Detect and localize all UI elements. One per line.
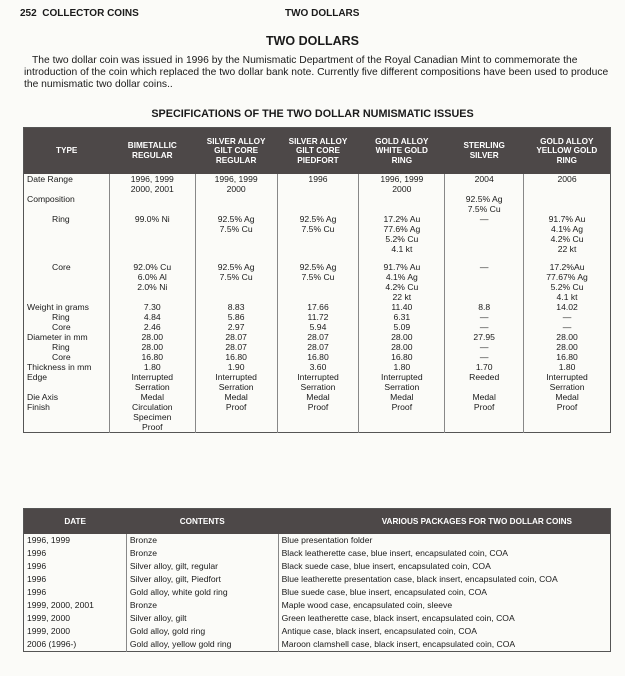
spec-row-label: Edge [27, 371, 48, 382]
spec-cell: 27.95 [445, 332, 524, 342]
spec-spacer-row [24, 254, 611, 262]
packages-header-cell: VARIOUS PACKAGES FOR TWO DOLLAR COINS [278, 509, 610, 534]
packages-cell: 1996 [27, 548, 47, 558]
packages-cell: 1996 [27, 574, 47, 584]
spec-cell: — [445, 352, 524, 362]
packages-cell: 1996, 1999 [27, 535, 71, 545]
spec-cell: — [524, 322, 611, 332]
spec-cell: 5.94 [277, 322, 359, 332]
spec-cell: 1996, 1999 2000, 2001 [109, 174, 195, 194]
spec-row-label: Core [52, 321, 71, 332]
spec-cell: 16.80 [195, 352, 277, 362]
spacer-cell [195, 254, 277, 262]
packages-row [24, 573, 611, 586]
spec-cell: 5.86 [195, 312, 277, 322]
spec-cell: 16.80 [277, 352, 359, 362]
spec-cell: 1996, 1999 2000 [359, 174, 445, 194]
spec-cell: Medal [445, 392, 524, 402]
spec-row [24, 214, 611, 254]
spec-cell [109, 194, 195, 214]
packages-row [24, 547, 611, 560]
packages-cell: 1999, 2000, 2001 [27, 600, 94, 610]
packages-row [24, 560, 611, 573]
spec-row [24, 372, 611, 392]
spec-cell: Interrupted Serration [359, 372, 445, 392]
spec-cell: 28.07 [195, 332, 277, 342]
packages-cell: Maple wood case, encapsulated coin, sleeve [278, 599, 610, 612]
spacer-cell [445, 254, 524, 262]
spec-cell: 6.31 [359, 312, 445, 322]
spec-cell: 92.5% Ag 7.5% Cu [195, 262, 277, 302]
spec-cell: 28.00 [359, 332, 445, 342]
spacer-cell [109, 254, 195, 262]
spec-row [24, 194, 611, 214]
spec-cell: 1.80 [109, 362, 195, 372]
packages-cell: Blue suede case, blue insert, encapsulated coin, COA [278, 586, 610, 599]
spec-cell: 28.07 [277, 332, 359, 342]
spec-header-cell: TYPE [24, 128, 110, 174]
packages-table [23, 508, 611, 652]
spec-cell: 1.70 [445, 362, 524, 372]
spec-table-title: SPECIFICATIONS OF THE TWO DOLLAR NUMISMATIC ISSUES [151, 108, 474, 120]
spec-cell: Proof [445, 402, 524, 433]
spec-cell [359, 194, 445, 214]
spec-row-label: Ring [52, 311, 70, 322]
spacer-cell [359, 254, 445, 262]
packages-cell: Gold alloy, gold ring [126, 625, 278, 638]
spec-cell: 1.80 [524, 362, 611, 372]
packages-cell: Antique case, black insert, encapsulated coin, COA [278, 625, 610, 638]
spec-cell: 2.46 [109, 322, 195, 332]
packages-cell: 1999, 2000 [27, 626, 71, 636]
spec-row-label: Thickness in mm [27, 361, 92, 372]
spec-cell: 16.80 [109, 352, 195, 362]
spec-cell: Medal [109, 392, 195, 402]
spec-cell: Medal [195, 392, 277, 402]
spec-row [24, 332, 611, 342]
packages-row [24, 586, 611, 599]
spec-cell [277, 194, 359, 214]
spec-cell: 3.60 [277, 362, 359, 372]
spec-cell: 91.7% Au 4.1% Ag 4.2% Cu 22 kt [524, 214, 611, 254]
page-number: 252 [20, 8, 37, 19]
spec-cell: — [524, 312, 611, 322]
spec-cell: 92.5% Ag 7.5% Cu [445, 194, 524, 214]
packages-cell: Black suede case, blue insert, encapsulated coin, COA [278, 560, 610, 573]
spec-cell: 92.5% Ag 7.5% Cu [277, 262, 359, 302]
spec-cell: — [445, 322, 524, 332]
spec-cell: 11.40 [359, 302, 445, 312]
spec-cell: 28.00 [109, 332, 195, 342]
spec-cell: 92.5% Ag 7.5% Cu [277, 214, 359, 254]
spec-row-label: Weight in grams [27, 301, 89, 312]
spec-cell: 8.8 [445, 302, 524, 312]
packages-row [24, 638, 611, 652]
packages-cell: Green leatherette case, black insert, encapsulated coin, COA [278, 612, 610, 625]
spec-cell: 28.00 [109, 342, 195, 352]
spec-cell: 28.00 [524, 332, 611, 342]
spec-cell: 28.07 [195, 342, 277, 352]
spec-row [24, 302, 611, 312]
spec-cell: 4.84 [109, 312, 195, 322]
page-number-and-section [20, 8, 139, 19]
packages-cell: Bronze [126, 534, 278, 547]
packages-cell: 2006 (1996-) [27, 639, 77, 649]
specifications-table [23, 127, 611, 433]
spec-cell: 17.2% Au 77.6% Ag 5.2% Cu 4.1 kt [359, 214, 445, 254]
spacer-cell [524, 254, 611, 262]
packages-cell: Maroon clamshell case, black insert, encapsulated coin, COA [278, 638, 610, 652]
running-header [20, 8, 605, 24]
spec-row-label: Diameter in mm [27, 331, 88, 342]
spec-row [24, 342, 611, 352]
spec-cell: 1996, 1999 2000 [195, 174, 277, 194]
spec-row [24, 322, 611, 332]
spec-cell: Proof [195, 402, 277, 433]
spec-row-label: Finish [27, 401, 50, 412]
spec-cell: 2.97 [195, 322, 277, 332]
spec-cell: — [445, 312, 524, 322]
spec-cell: Proof [524, 402, 611, 433]
spec-cell: Interrupted Serration [277, 372, 359, 392]
spec-header-cell: GOLD ALLOY YELLOW GOLD RING [524, 128, 611, 174]
spec-cell: 1.90 [195, 362, 277, 372]
page-title: TWO DOLLARS [265, 34, 360, 48]
spec-cell: Proof [359, 402, 445, 433]
section-name: COLLECTOR COINS [42, 8, 139, 19]
packages-cell: Bronze [126, 599, 278, 612]
spec-cell: Circulation Specimen Proof [109, 402, 195, 433]
packages-cell: Blue leatherette presentation case, black insert, encapsulated coin, COA [278, 573, 610, 586]
spec-row [24, 262, 611, 302]
spec-row-label: Core [52, 351, 71, 362]
spec-cell: 2004 [445, 174, 524, 194]
packages-cell: Gold alloy, yellow gold ring [126, 638, 278, 652]
spec-cell [195, 194, 277, 214]
spec-cell: 99.0% Ni [109, 214, 195, 254]
packages-header-cell: CONTENTS [126, 509, 278, 534]
spec-cell: 8.83 [195, 302, 277, 312]
spec-header-cell: SILVER ALLOY GILT CORE PIEDFORT [277, 128, 359, 174]
spec-cell: Interrupted Serration [524, 372, 611, 392]
spec-cell: 16.80 [359, 352, 445, 362]
spec-cell: — [445, 214, 524, 254]
spec-cell: 28.07 [277, 342, 359, 352]
spec-row [24, 312, 611, 322]
packages-cell: Bronze [126, 547, 278, 560]
packages-cell: Silver alloy, gilt [126, 612, 278, 625]
packages-row [24, 599, 611, 612]
spec-cell: — [445, 262, 524, 302]
spec-cell: 7.30 [109, 302, 195, 312]
packages-cell: 1999, 2000 [27, 613, 71, 623]
spec-header-cell: STERLING SILVER [445, 128, 524, 174]
spec-cell: Reeded [445, 372, 524, 392]
spacer-cell [24, 254, 110, 262]
spec-row [24, 402, 611, 433]
packages-cell: Black leatherette case, blue insert, encapsulated coin, COA [278, 547, 610, 560]
spec-row-label: Date Range [27, 173, 73, 184]
spec-cell: 17.2%Au 77.67% Ag 5.2% Cu 4.1 kt [524, 262, 611, 302]
spec-cell: Interrupted Serration [109, 372, 195, 392]
spec-cell: 5.09 [359, 322, 445, 332]
packages-row [24, 612, 611, 625]
spec-cell: — [445, 342, 524, 352]
spec-cell: Medal [277, 392, 359, 402]
spec-cell [524, 194, 611, 214]
spec-cell: 16.80 [524, 352, 611, 362]
packages-cell: Gold alloy, white gold ring [126, 586, 278, 599]
intro-paragraph: The two dollar coin was issued in 1996 by the Numismatic Department of the Royal Canadian Mint to commemorate the introduction of the coin which replaced the two dollar bank note. Currently five different compositions have been used to produce the numismatic two dollar coins.. [24, 55, 609, 90]
spec-row [24, 362, 611, 372]
spec-row-label: Ring [52, 341, 70, 352]
spacer-cell [277, 254, 359, 262]
packages-cell: Blue presentation folder [278, 534, 610, 547]
spec-cell: 28.00 [524, 342, 611, 352]
packages-cell: 1996 [27, 561, 47, 571]
packages-row [24, 625, 611, 638]
packages-cell: Silver alloy, gilt, Piedfort [126, 573, 278, 586]
running-title: TWO DOLLARS [285, 8, 360, 19]
spec-cell: 28.00 [359, 342, 445, 352]
spec-header-cell: SILVER ALLOY GILT CORE REGULAR [195, 128, 277, 174]
packages-header-cell: DATE [24, 509, 127, 534]
spec-row-label: Die Axis [27, 391, 59, 402]
spec-row [24, 392, 611, 402]
spec-cell: 92.5% Ag 7.5% Cu [195, 214, 277, 254]
spec-row [24, 174, 611, 194]
spec-cell: 91.7% Au 4.1% Ag 4.2% Cu 22 kt [359, 262, 445, 302]
spec-row [24, 352, 611, 362]
spec-cell: 1996 [277, 174, 359, 194]
spec-row-label: Core [52, 261, 71, 272]
spec-cell: 92.0% Cu 6.0% Al 2.0% Ni [109, 262, 195, 302]
packages-header-row [24, 509, 611, 534]
spec-cell: 17.66 [277, 302, 359, 312]
spec-cell: 1.80 [359, 362, 445, 372]
spec-row-label: Composition [27, 193, 75, 204]
spec-cell: Interrupted Serration [195, 372, 277, 392]
spec-cell: 14.02 [524, 302, 611, 312]
spec-header-cell: BIMETALLIC REGULAR [109, 128, 195, 174]
spec-header-row [24, 128, 611, 174]
packages-cell: Silver alloy, gilt, regular [126, 560, 278, 573]
spec-cell: 2006 [524, 174, 611, 194]
spec-header-cell: GOLD ALLOY WHITE GOLD RING [359, 128, 445, 174]
packages-cell: 1996 [27, 587, 47, 597]
packages-row [24, 534, 611, 547]
spec-cell: Medal [524, 392, 611, 402]
spec-cell: Proof [277, 402, 359, 433]
spec-cell: 11.72 [277, 312, 359, 322]
spec-cell: Medal [359, 392, 445, 402]
spec-row-label: Ring [52, 213, 70, 224]
